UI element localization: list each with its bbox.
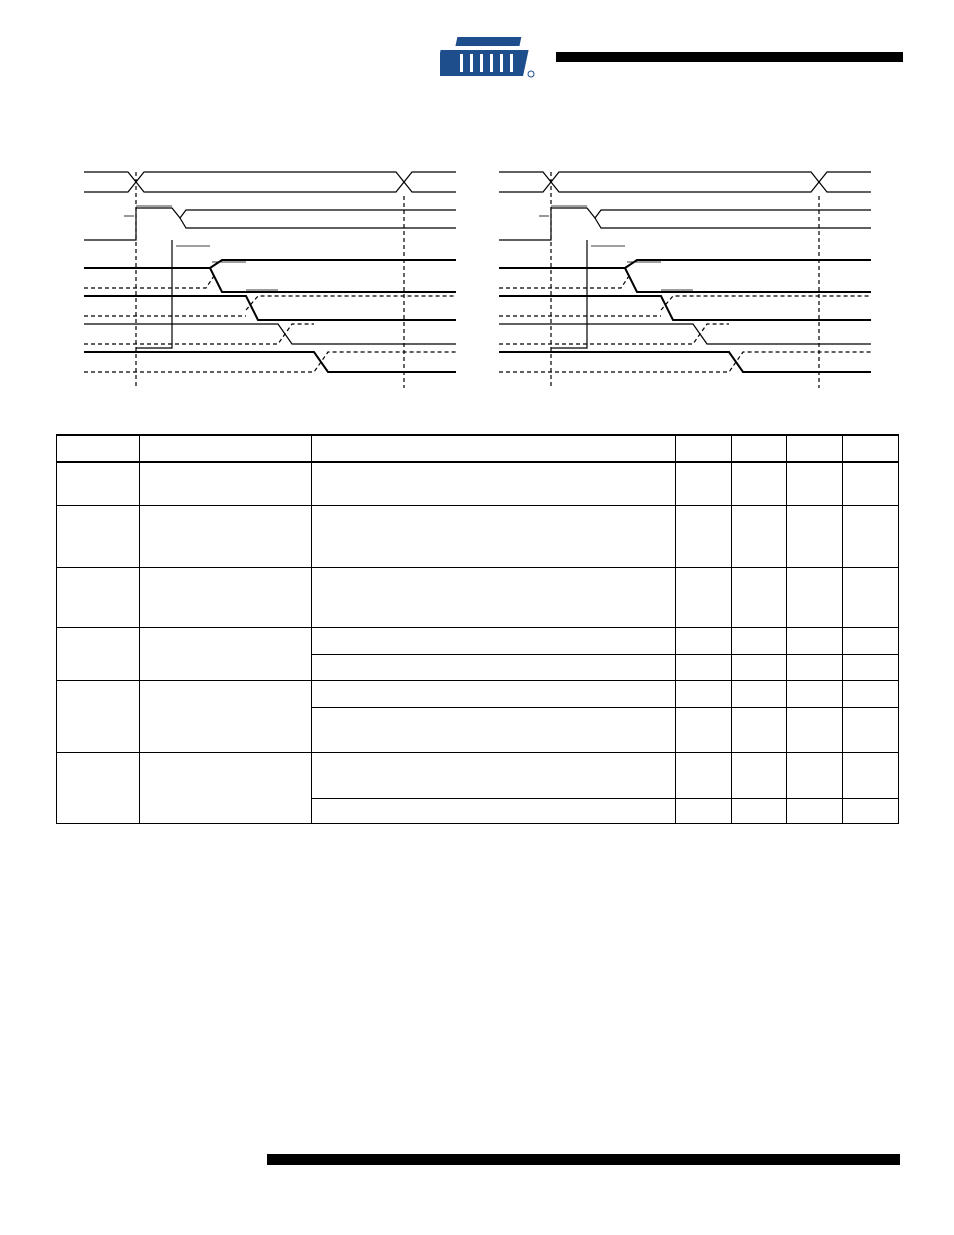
table-cell	[140, 462, 312, 505]
strobe-line-lower	[595, 218, 871, 228]
data-line-3	[499, 324, 871, 344]
timing-arrow	[591, 246, 729, 320]
strobe-line-lower	[180, 218, 456, 228]
table-header-cell	[676, 435, 732, 462]
data-line-4b	[499, 352, 871, 372]
table-header-row	[57, 435, 899, 462]
timing-diagram-right	[495, 160, 875, 400]
table-cell	[843, 462, 899, 505]
footer-rule	[267, 1154, 900, 1165]
bracket-line	[136, 240, 172, 348]
table-cell	[57, 462, 140, 505]
data-line-2b	[661, 296, 871, 310]
timing-arrow	[176, 246, 314, 320]
timing-diagram-left	[80, 160, 460, 400]
bus-top-line	[84, 172, 456, 182]
table-cell	[787, 462, 843, 505]
table-row	[57, 628, 899, 655]
table-row	[57, 505, 899, 567]
table-header-cell	[843, 435, 899, 462]
data-line-2b	[246, 296, 456, 310]
data-line-1c	[499, 276, 629, 288]
bus-top-line	[499, 172, 871, 182]
data-line-3	[84, 324, 456, 344]
data-line-1c	[84, 276, 214, 288]
table-row	[57, 567, 899, 627]
data-line-1b	[210, 260, 456, 268]
data-line-1	[499, 268, 871, 292]
header-rule	[556, 52, 903, 62]
table-cell	[312, 462, 676, 505]
table-header-cell	[140, 435, 312, 462]
strobe-line	[84, 208, 456, 240]
bus-bottom-line	[84, 182, 456, 192]
table-header-cell	[312, 435, 676, 462]
data-line-4b	[84, 352, 456, 372]
bus-bottom-line	[499, 182, 871, 192]
data-line-1	[84, 268, 456, 292]
data-line-2	[84, 296, 456, 320]
table-header-cell	[57, 435, 140, 462]
table-cell	[732, 462, 787, 505]
table-row	[57, 681, 899, 708]
data-line-1b	[625, 260, 871, 268]
characteristics-table	[56, 434, 899, 824]
table-row	[57, 462, 899, 505]
data-line-4	[84, 352, 456, 372]
bracket-line	[551, 240, 587, 348]
data-line-4	[499, 352, 871, 372]
strobe-line	[499, 208, 871, 240]
table-cell	[676, 462, 732, 505]
table-row	[57, 752, 899, 798]
data-line-2	[499, 296, 871, 320]
atmel-logo	[440, 34, 540, 82]
table-header-cell	[732, 435, 787, 462]
table-header-cell	[787, 435, 843, 462]
